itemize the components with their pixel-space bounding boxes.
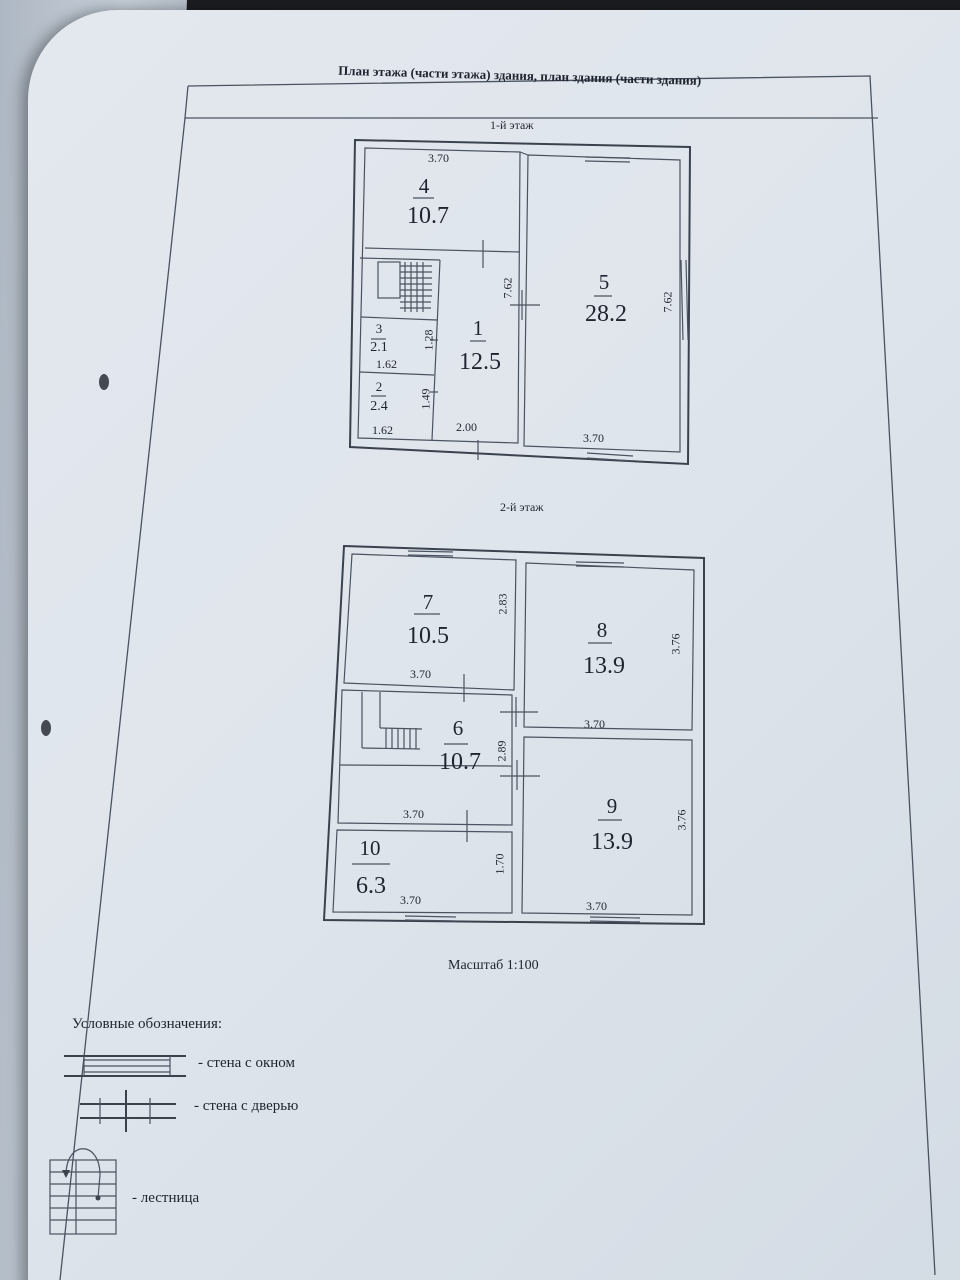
room-area: 10.7	[439, 749, 481, 775]
room-area: 28.2	[585, 301, 627, 327]
floor1-label: 1-й этаж	[490, 118, 534, 132]
dimension-label: 3.70	[584, 717, 605, 731]
dimension-label: 3.70	[583, 431, 604, 445]
dimension-label: 3.70	[428, 151, 449, 165]
dimension-label: 2.83	[495, 593, 510, 615]
dimension-label: 1.70	[492, 853, 507, 875]
legend-title: Условные обозначения:	[72, 1016, 223, 1032]
page-frame-left	[60, 118, 185, 1280]
floor1-stairs-icon	[378, 262, 432, 312]
floor2-plan	[324, 546, 704, 924]
dimension-label: 3.70	[400, 893, 421, 907]
room-number: 10	[359, 836, 381, 860]
room-area: 10.7	[407, 203, 449, 229]
scale-label: Масштаб 1:100	[448, 958, 539, 973]
dimension-label: 7.62	[660, 291, 675, 313]
dimension-label: 3.76	[668, 633, 683, 655]
room-area: 2.4	[370, 399, 388, 414]
dimension-label: 3.70	[586, 899, 607, 913]
stairs-icon	[50, 1149, 116, 1234]
dimension-label: 2.00	[456, 420, 477, 434]
dimension-label: 3.70	[403, 807, 424, 821]
dimension-label: 3.70	[410, 667, 431, 681]
room-area: 13.9	[583, 653, 625, 679]
legend-label-window-wall: - стена с окном	[198, 1055, 295, 1071]
legend-label-door-wall: - стена с дверью	[194, 1098, 299, 1114]
room-number: 1	[472, 316, 484, 340]
page-title: План этажа (части этажа) здания, план здания (части здания)	[337, 62, 702, 88]
room-area: 13.9	[591, 829, 633, 855]
floor2-label: 2-й этаж	[500, 500, 544, 514]
room-number: 9	[606, 794, 618, 818]
dimension-label: 1.62	[372, 423, 393, 437]
dimension-label: 1.49	[418, 388, 433, 410]
dimension-label: 7.62	[500, 277, 515, 299]
room-area: 2.1	[370, 340, 388, 355]
room-number: 8	[596, 618, 608, 642]
floor2-stairs-icon	[362, 692, 422, 749]
dimension-label: 2.89	[494, 740, 509, 762]
room-number: 5	[598, 270, 610, 294]
room-area: 12.5	[459, 349, 501, 375]
room-area: 6.3	[356, 873, 386, 899]
room-number: 4	[418, 174, 430, 198]
floor2-outer-wall	[324, 546, 704, 924]
room-number: 2	[375, 379, 383, 394]
dimension-label: 3.76	[674, 809, 689, 831]
door-wall-icon	[80, 1090, 176, 1132]
room-number: 7	[422, 590, 434, 614]
legend-label-stairs: - лестница	[132, 1190, 200, 1206]
dimension-label: 1.62	[376, 357, 397, 371]
page-frame	[188, 76, 935, 1275]
room-area: 10.5	[407, 623, 449, 649]
room-number: 3	[375, 321, 383, 336]
room-number: 6	[452, 716, 464, 740]
dimension-label: 1.28	[421, 329, 436, 351]
